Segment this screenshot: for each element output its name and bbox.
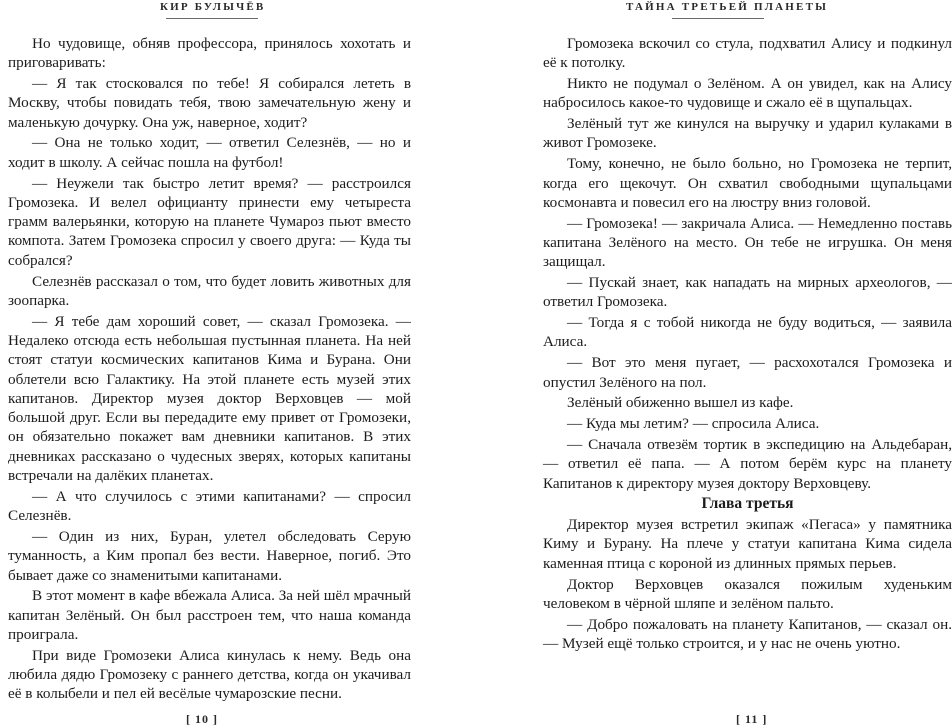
paragraph: — Пускай знает, как нападать на мирных археологов, — ответил Громозека. <box>543 274 952 311</box>
paragraph: — Я так стосковался по тебе! Я собирался лететь в Москву, чтобы повидать тебя, твою замечательную жену и маленькую дочурку. Она уж, наверное, ходит? <box>8 75 411 131</box>
running-head-rule <box>672 18 764 19</box>
paragraph: — Куда мы летим? — спросила Алиса. <box>567 415 820 433</box>
paragraph: Директор музея встретил экипаж «Пегаса» у памятника Киму и Бурану. На плече у статуи капитана Кима сидела каменная птица с короной из длинных прямых перьев. <box>543 516 952 572</box>
page-number-right: [ 11 ] <box>736 712 768 726</box>
paragraph: Тому, конечно, не было больно, но Громозека не терпит, когда его щекочут. Он схватил свободными щупальцами космонавта и повесил его на люстру вниз головой. <box>543 155 952 211</box>
paragraph: — Она не только ходит, — ответил Селезнёв, — но и ходит в школу. А сейчас пошла на футбол! <box>8 134 411 171</box>
right-page <box>476 0 952 725</box>
paragraph: — Неужели так быстро летит время? — расстроился Громозека. И велел официанту принести ему четыреста грамм валерьянки, которую на планете Чумароз пьют вместо компота. Затем Громозека спросил у своего друга: — Куда ты собрался? <box>8 174 411 269</box>
paragraph: — Я тебе дам хороший совет, — сказал Громозека. — Недалеко отсюда есть небольшая пустынная планета. На ней стоят статуи космических капитанов Кима и Бурана. Они облетели всю Галактику. На этой планете есть музей этих капитанов. Директор музея доктор Верховцев — мой большой друг. Если вы передадите ему привет от Громозеки, он обязательно покажет вам дневники капитанов. В этих дневниках рассказано о чудесных зверях, которых капитаны встречали на далёких планетах. <box>8 312 411 485</box>
running-head-author: КИР БУЛЫЧЁВ <box>160 1 266 13</box>
running-head-title: ТАЙНА ТРЕТЬЕЙ ПЛАНЕТЫ <box>626 1 829 13</box>
paragraph: — Один из них, Буран, улетел обследовать Серую туманность, а Ким пропал без вести. Наверное, погиб. Это бывает даже со знаменитыми капитанами. <box>8 527 411 584</box>
chapter-title: Глава третья <box>701 495 794 513</box>
running-head-rule <box>166 18 258 19</box>
paragraph: Но чудовище, обняв профессора, принялось хохотать и приговаривать: <box>8 35 411 72</box>
paragraph: — Сначала отвезём тортик в экспедицию на Альдебаран, — ответил её папа. — А потом берём курс на планету Капитанов к директору музея доктору Верховцеву. <box>543 435 952 492</box>
paragraph: Громозека вскочил со стула, подхватил Алису и подкинул её к потолку. <box>543 35 952 72</box>
left-page <box>0 0 476 725</box>
paragraph: — А что случилось с этими капитанами? — спросил Селезнёв. <box>8 487 411 525</box>
paragraph: Зелёный тут же кинулся на выручку и ударил кулаками в живот Громозеке. <box>543 115 952 152</box>
paragraph: — Тогда я с тобой никогда не буду водиться, — заявила Алиса. <box>543 314 952 351</box>
paragraph: Селезнёв рассказал о том, что будет ловить животных для зоопарка. <box>8 272 411 309</box>
paragraph: В этот момент в кафе вбежала Алиса. За ней шёл мрачный капитан Зелёный. Он был расстроен тем, что наша команда проиграла. <box>8 587 411 643</box>
left-text-column <box>8 34 411 705</box>
paragraph: — Добро пожаловать на планету Капитанов, — сказал он. — Музей ещё только строится, и у нас не очень уютно. <box>543 615 952 652</box>
paragraph: — Громозека! — закричала Алиса. — Немедленно поставь капитана Зелёного на место. Он тебе не игрушка. Он меня защищал. <box>543 214 952 271</box>
paragraph: При виде Громозеки Алиса кинулась к нему. Ведь она любила дядю Громозеку с раннего детства, когда он укачивал её в колыбели и пел ей весёлые чумарозские песни. <box>8 646 411 703</box>
page-number-left: [ 10 ] <box>186 712 218 726</box>
right-text-column <box>543 34 952 655</box>
paragraph: Никто не подумал о Зелёном. А он увидел, как на Алису набросилось какое-то чудовище и сжало её в щупальцах. <box>543 75 952 112</box>
paragraph: Доктор Верховцев оказался пожилым худеньким человеком в чёрной шляпе и зелёном пальто. <box>543 575 952 612</box>
paragraph: — Вот это меня пугает, — расхохотался Громозека и опустил Зелёного на пол. <box>543 354 952 391</box>
paragraph: Зелёный обиженно вышел из кафе. <box>567 394 794 412</box>
